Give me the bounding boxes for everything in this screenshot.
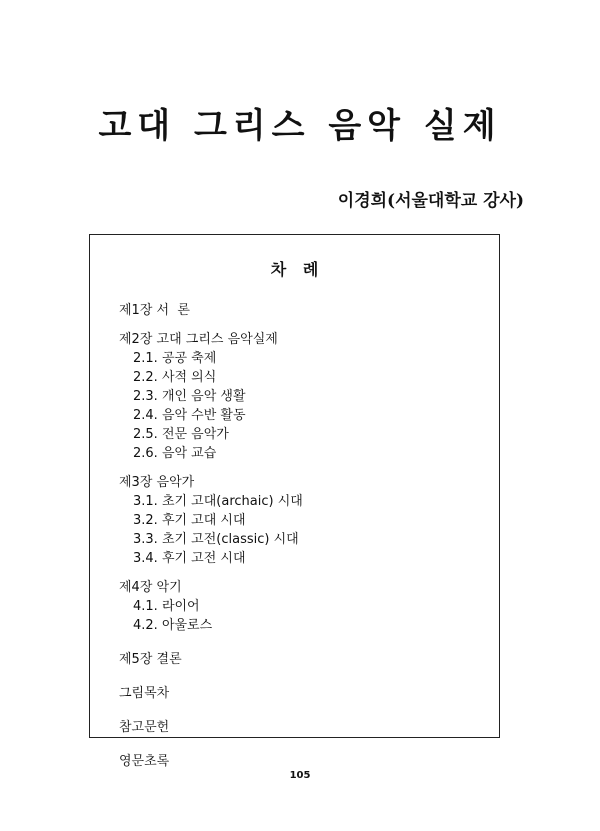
toc-chapter-1: 제1장 서 론 <box>119 303 190 318</box>
page-number: 105 <box>289 770 311 781</box>
toc-list <box>119 301 303 771</box>
toc-chapter-3: 제3장 음악가 <box>119 475 195 490</box>
toc-chapter-5: 제5장 결론 <box>119 652 182 667</box>
toc-section-2-5: 2.5. 전문 음악가 <box>133 427 229 442</box>
toc-section-2-3: 2.3. 개인 음악 생활 <box>133 389 246 404</box>
toc-abstract: 영문초록 <box>119 754 170 769</box>
toc-section-3-2: 3.2. 후기 고대 시대 <box>133 513 246 528</box>
toc-section-2-1: 2.1. 공공 축제 <box>133 351 217 366</box>
toc-section-3-3: 3.3. 초기 고전(classic) 시대 <box>133 532 299 547</box>
document-title: 고대 그리스 음악 실제 <box>98 106 502 146</box>
toc-section-2-4: 2.4. 음악 수반 활동 <box>133 408 246 423</box>
author-line: 이경희(서울대학교 강사) <box>337 191 524 211</box>
toc-chapter-4: 제4장 악기 <box>119 580 182 595</box>
toc-section-3-4: 3.4. 후기 고전 시대 <box>133 551 246 566</box>
toc-references: 참고문헌 <box>119 720 170 735</box>
toc-chapter-2: 제2장 고대 그리스 음악실제 <box>119 332 278 347</box>
toc-section-2-6: 2.6. 음악 교습 <box>133 446 217 461</box>
toc-section-3-1: 3.1. 초기 고대(archaic) 시대 <box>133 494 303 509</box>
toc-section-4-2: 4.2. 아울로스 <box>133 618 213 633</box>
toc-figures: 그림목차 <box>119 686 170 701</box>
table-of-contents <box>89 234 500 769</box>
toc-heading: 차 례 <box>270 260 319 279</box>
toc-section-2-2: 2.2. 사적 의식 <box>133 370 217 385</box>
toc-section-4-1: 4.1. 라이어 <box>133 599 200 614</box>
